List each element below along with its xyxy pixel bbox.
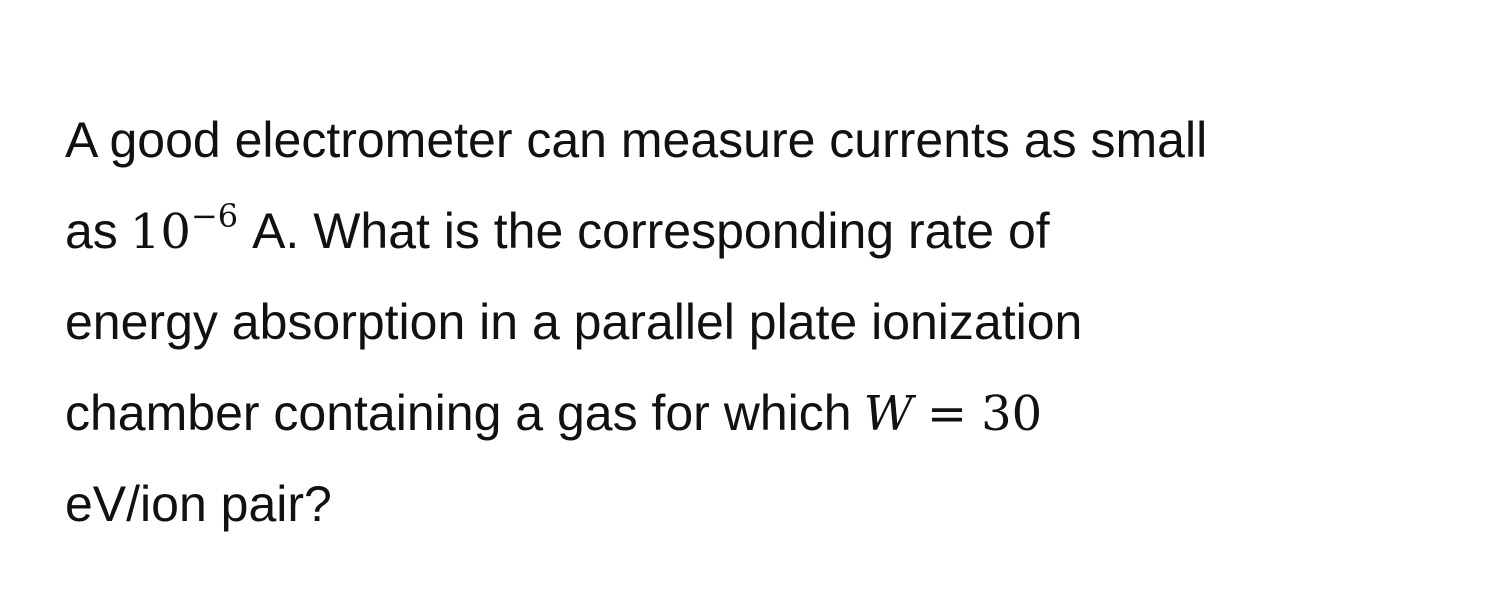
current-exponent: −6 [190,197,239,235]
line-4-prefix: chamber containing a gas for which [65,385,852,441]
current-base: 10 [129,204,191,260]
line-5-text: eV/ion pair? [65,476,332,532]
question-line-5 [65,456,1445,547]
question-line-4 [65,365,1445,456]
question-line-2 [65,183,1445,274]
line-2-prefix: as [65,203,118,259]
line-2-suffix: A. What is the corresponding rate of [252,203,1050,259]
line-1-text: A good electrometer can measure currents as small [65,112,1208,168]
equals-sign: = [926,386,968,442]
w-value: 30 [981,386,1043,442]
w-symbol: W [863,386,913,442]
question-line-1 [65,92,1445,183]
line-3-text: energy absorption in a parallel plate ionization [65,294,1083,350]
question-line-3 [65,274,1445,365]
current-expression [129,197,239,260]
question-text [65,92,1445,547]
w-equation [864,386,1043,442]
